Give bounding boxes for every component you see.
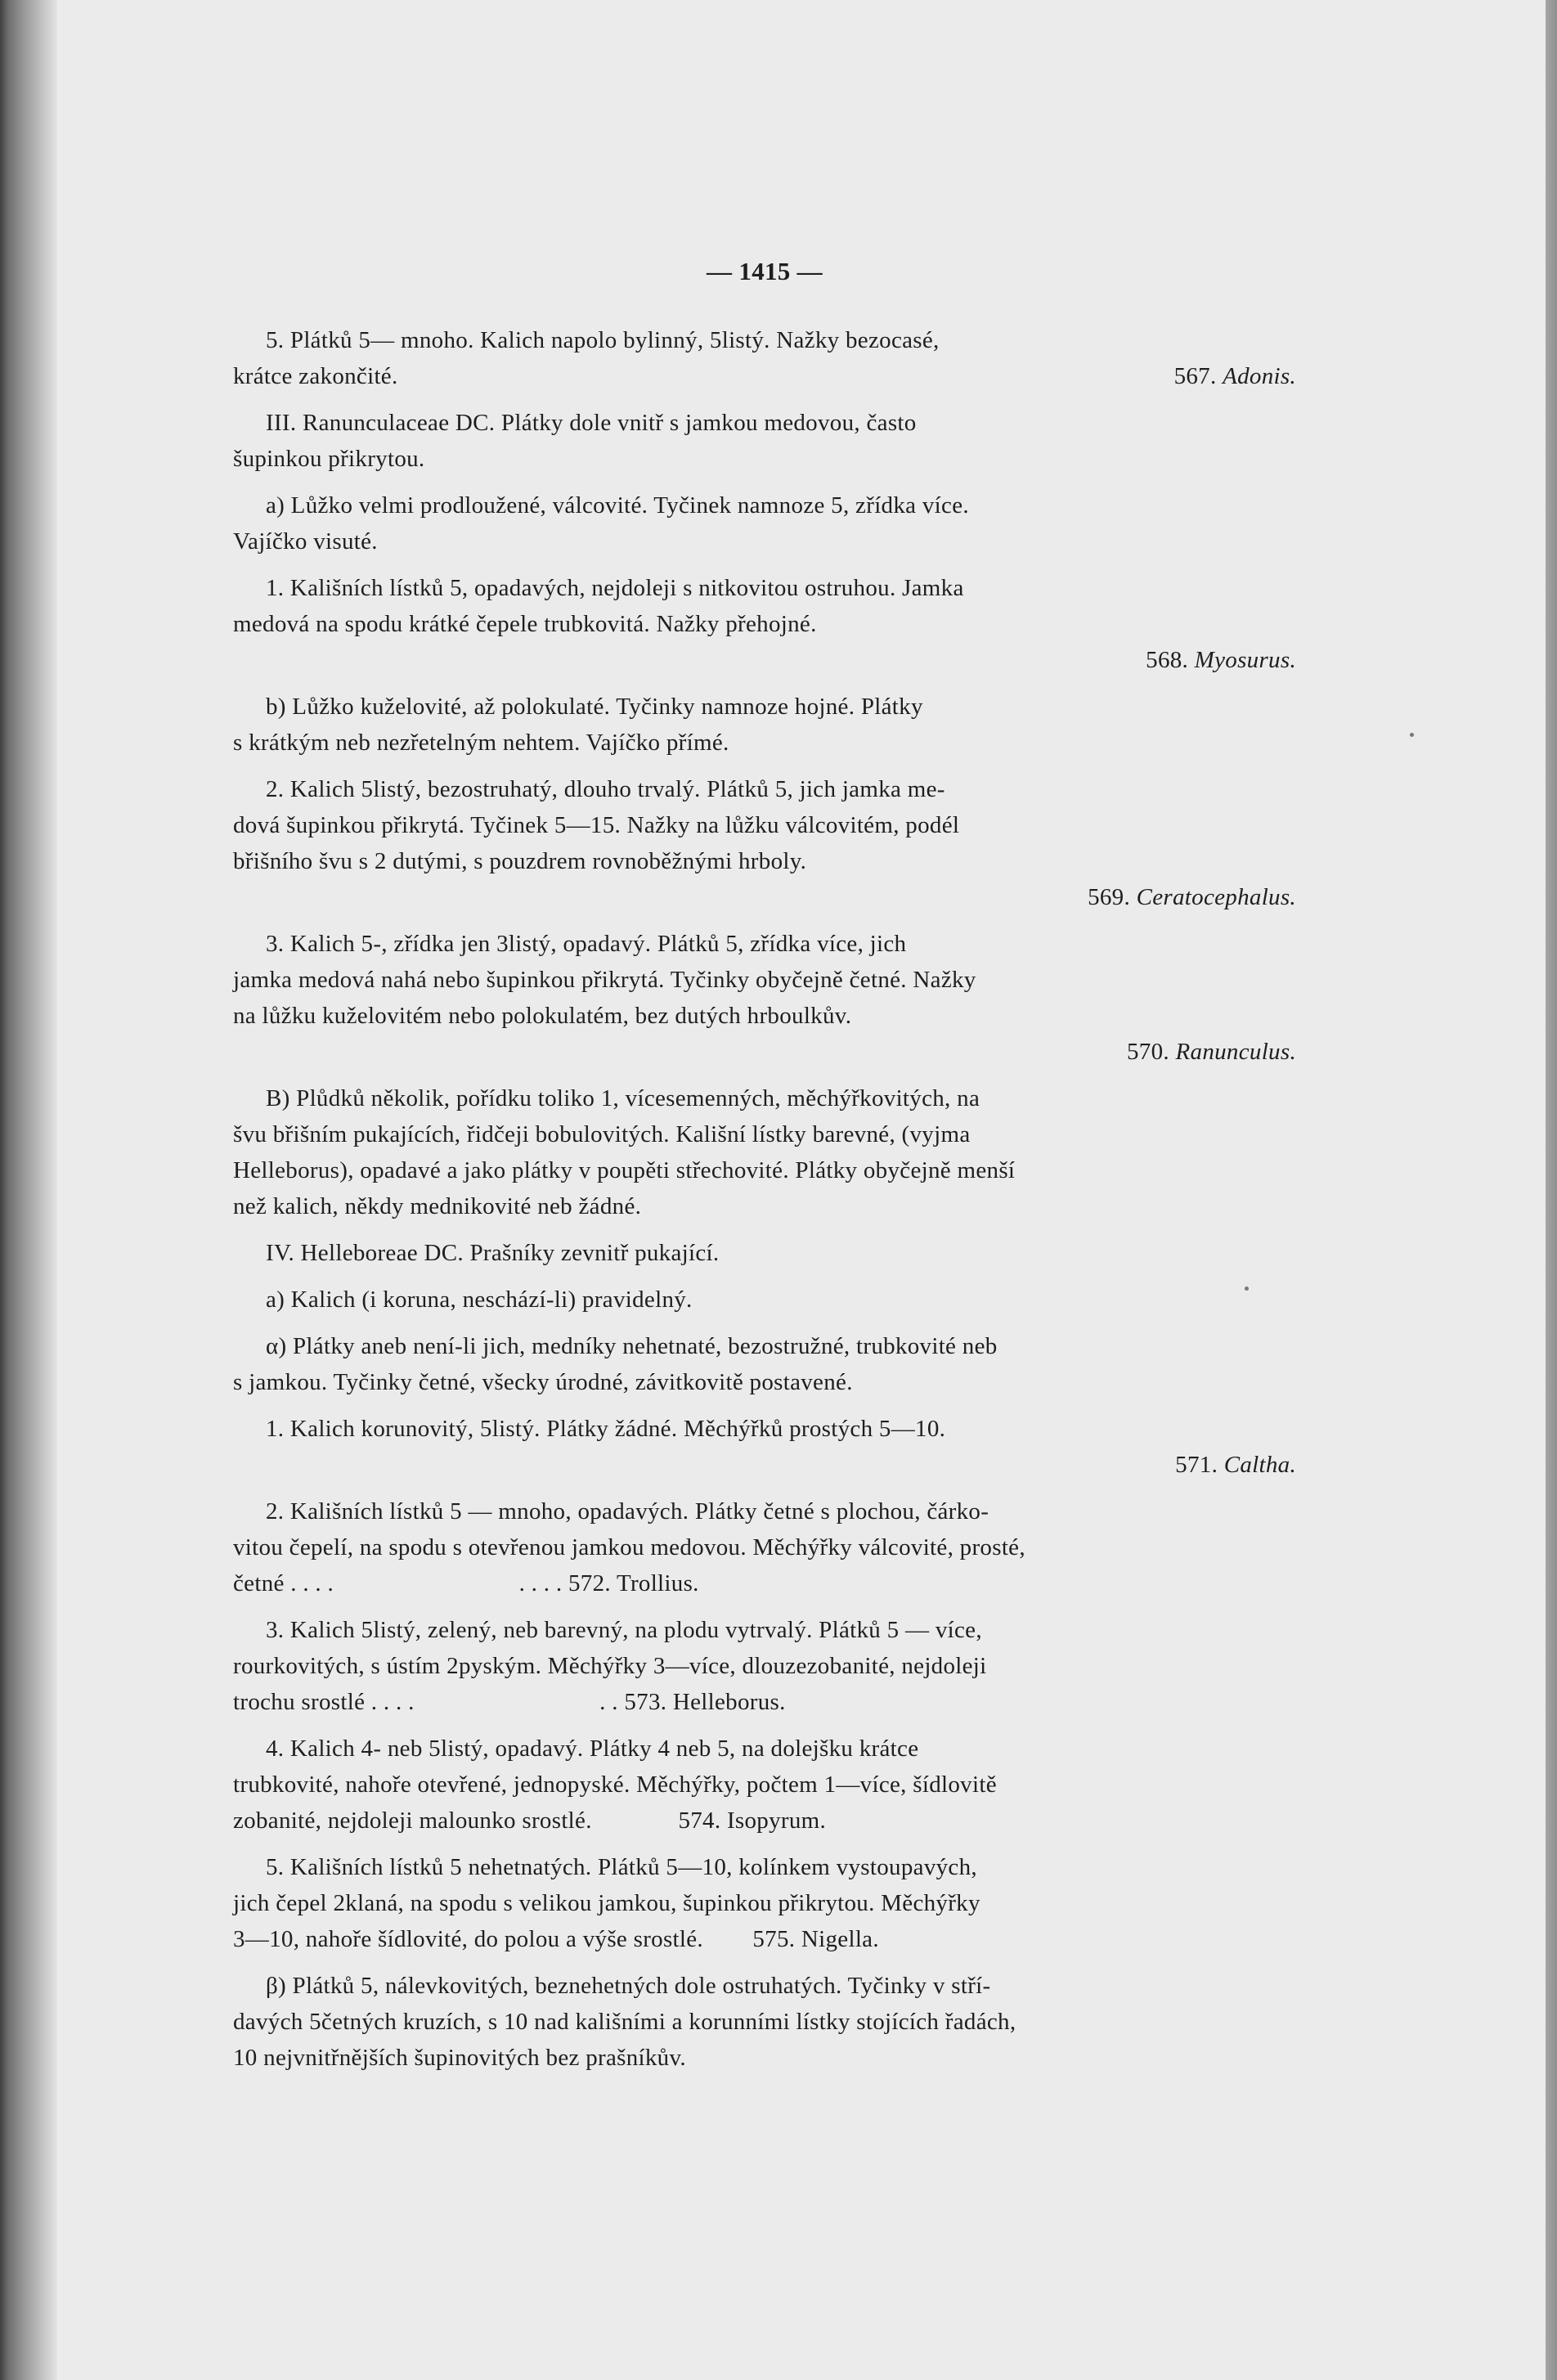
- paragraph-17: β) Plátků 5, nálevkovitých, beznehetných dole ostruhatých. Tyčinky v stří- davých 5četných kruzích, s 10 nad kališními a korunními lístky stojících řadách, 10 nejvnitřnějších šupinovitých bez prašníkův.: [233, 1973, 1016, 2071]
- paragraph-1: 5. Plátků 5— mnoho. Kalich napolo bylinný, 5listý. Nažky bezocasé, krátce zakončité. 567. Adonis.: [233, 322, 1296, 394]
- genus-entry: 568. Myosurus.: [1146, 647, 1296, 673]
- paragraph-4: 1. Kališních lístků 5, opadavých, nejdoleji s nitkovitou ostruhou. Jamka medová na spodu krátké čepele trubkovitá. Nažky přehojné. 568. Myosurus.: [233, 570, 1296, 678]
- paragraph-10: a) Kalich (i koruna, neschází-li) pravidelný.: [266, 1287, 693, 1313]
- paragraph-9: IV. Helleboreae DC. Prašníky zevnitř pukající.: [266, 1240, 720, 1266]
- genus-entry: 569. Ceratocephalus.: [1088, 884, 1296, 910]
- page-text-block: [233, 254, 1296, 2086]
- paragraph-14: 3. Kalich 5listý, zelený, neb barevný, na plodu vytrvalý. Plátků 5 — více, rourkovitých, s ústím 2pyským. Měchýřky 3—více, dlouzezobanité, nejdoleji trochu srostlé . . . . . . 573. Helleborus.: [233, 1617, 987, 1715]
- paragraph-13: 2. Kališních lístků 5 — mnoho, opadavých. Plátky četné s plochou, čárko- vitou čepelí, na spodu s otevřenou jamkou medovou. Měchýřky válcovité, prosté, četné . . . . . . . . 572. Trollius.: [233, 1498, 1025, 1596]
- genus-entry: 567. Adonis.: [1173, 363, 1296, 389]
- paragraph-15: 4. Kalich 4- neb 5listý, opadavý. Plátky 4 neb 5, na dolejšku krátce trubkovité, nahoře otevřené, jednopyské. Měchýřky, počtem 1—více, šídlovitě zobanité, nejdoleji malounko srostlé. 574. Isopyrum.: [233, 1736, 997, 1834]
- paragraph-11: α) Plátky aneb není-li jich, medníky nehetnaté, bezostružné, trubkovité neb s jamkou. Tyčinky četné, všecky úrodné, závitkovitě postavené.: [233, 1333, 998, 1395]
- paragraph-12: 1. Kalich korunovitý, 5listý. Plátky žádné. Měchýřků prostých 5—10. 571. Caltha.: [233, 1411, 1296, 1483]
- scan-speck: [1410, 733, 1414, 737]
- paragraph-8: B) Plůdků několik, pořídku toliko 1, vícesemenných, měchýřkovitých, na švu břišním pukajících, řidčeji bobulovitých. Kališní lístky barevné, (vyjma Helleborus), opadavé a jako plátky v poupěti střechovité. Plátky obyčejně menší než kalich, někdy mednikovité neb žádné.: [233, 1085, 1016, 1219]
- page-number: — 1415 —: [707, 257, 823, 285]
- paragraph-7: 3. Kalich 5-, zřídka jen 3listý, opadavý. Plátků 5, zřídka více, jich jamka medová nahá nebo šupinkou přikrytá. Tyčinky obyčejně četné. Nažky na lůžku kuželovitém nebo polokulatém, bez dutých hrboulkův. 570. Ranunculus.: [233, 926, 1296, 1070]
- paragraph-5: b) Lůžko kuželovité, až polokulaté. Tyčinky namnoze hojné. Plátky s krátkým neb nezřetelným nehtem. Vajíčko přímé.: [233, 694, 923, 756]
- paragraph-3: a) Lůžko velmi prodloužené, válcovité. Tyčinek namnoze 5, zřídka více. Vajíčko visuté.: [233, 492, 969, 555]
- genus-entry: 570. Ranunculus.: [1127, 1039, 1296, 1065]
- scan-speck: [1245, 1287, 1249, 1291]
- genus-entry: 571. Caltha.: [1175, 1452, 1296, 1478]
- paragraph-6: 2. Kalich 5listý, bezostruhatý, dlouho trvalý. Plátků 5, jich jamka me- dová šupinkou přikrytá. Tyčinek 5—15. Nažky na lůžku válcovitém, podél břišního švu s 2 dutými, s pouzdrem rovnoběžnými hrboly. 569. Ceratocephalus.: [233, 771, 1296, 915]
- paragraph-16: 5. Kališních lístků 5 nehetnatých. Plátků 5—10, kolínkem vystoupavých, jich čepel 2klaná, na spodu s velikou jamkou, šupinkou přikrytou. Měchýřky 3—10, nahoře šídlovité, do polou a výše srostlé. 575. Nigella.: [233, 1854, 980, 1952]
- paragraph-2: III. Ranunculaceae DC. Plátky dole vnitř s jamkou medovou, často šupinkou přikrytou.: [233, 410, 917, 472]
